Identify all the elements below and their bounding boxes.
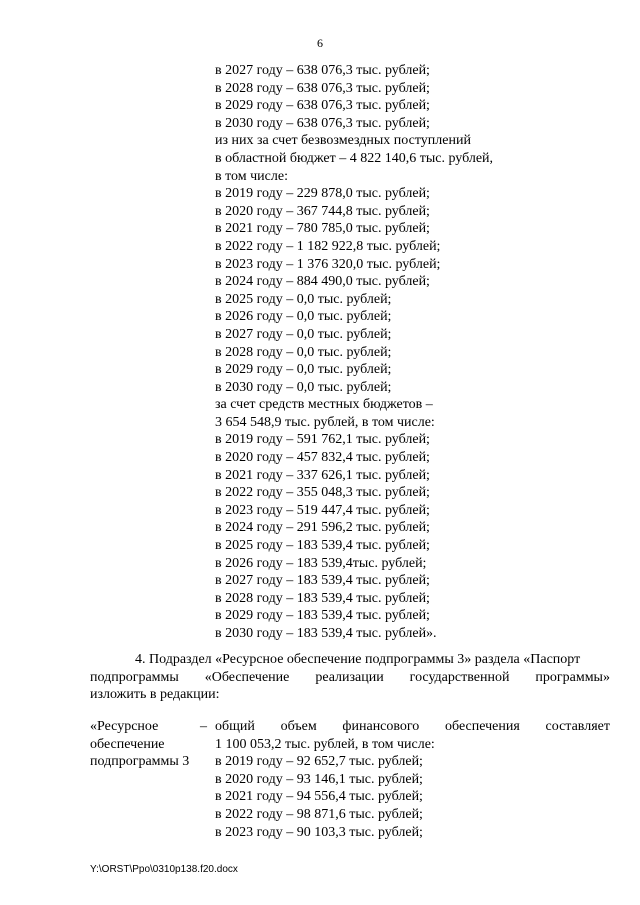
paragraph-word: подпрограммы	[90, 669, 179, 685]
list-line: в 2019 году – 229 878,0 тыс. рублей;	[215, 186, 430, 202]
list-line: в 2024 году – 884 490,0 тыс. рублей;	[215, 274, 430, 290]
list-line: 3 654 548,9 тыс. рублей, в том числе:	[215, 414, 435, 430]
amendment-paragraph	[90, 651, 610, 704]
resource-word: общий	[215, 719, 255, 734]
resource-label-line: подпрограммы 3	[90, 754, 190, 770]
financing-continued-list	[215, 62, 493, 643]
paragraph-line-justified	[90, 669, 610, 687]
resource-line: 1 100 053,2 тыс. рублей, в том числе:	[215, 736, 435, 752]
list-line: в 2027 году – 183 539,4 тыс. рублей;	[215, 573, 430, 589]
list-line: в областной бюджет – 4 822 140,6 тыс. рублей,	[215, 150, 494, 166]
list-line: в 2028 году – 638 076,3 тыс. рублей;	[215, 80, 430, 96]
resource-line: в 2019 году – 92 652,7 тыс. рублей;	[215, 754, 423, 770]
list-line: в 2023 году – 519 447,4 тыс. рублей;	[215, 502, 430, 518]
list-line: в 2022 году – 355 048,3 тыс. рублей;	[215, 485, 430, 501]
list-line: в 2029 году – 183 539,4 тыс. рублей;	[215, 608, 430, 624]
resource-word: обеспечения	[445, 719, 520, 734]
list-line: в 2019 году – 591 762,1 тыс. рублей;	[215, 432, 430, 448]
file-path-footer: Y:\ORST\Ppo\0310p138.f20.docx	[90, 864, 238, 875]
resource-first-line	[215, 718, 610, 736]
paragraph-line: изложить в редакции:	[90, 687, 220, 703]
list-line: в 2023 году – 1 376 320,0 тыс. рублей;	[215, 256, 441, 272]
paragraph-line: 4. Подраздел «Ресурсное обеспечение подпрограммы 3» раздела «Паспорт	[135, 652, 581, 667]
page-number: 6	[317, 36, 323, 50]
resource-body	[215, 718, 610, 841]
list-line: в 2020 году – 367 744,8 тыс. рублей;	[215, 203, 430, 219]
resource-dash: –	[200, 719, 207, 734]
list-line: за счет средств местных бюджетов –	[215, 397, 433, 413]
list-line: в 2024 году – 291 596,2 тыс. рублей;	[215, 520, 430, 536]
list-line: в 2026 году – 183 539,4тыс. рублей;	[215, 555, 427, 571]
list-line: из них за счет безвозмездных поступлений	[215, 133, 471, 149]
list-line: в 2028 году – 183 539,4 тыс. рублей;	[215, 590, 430, 606]
paragraph-word: «Обеспечение	[204, 669, 290, 685]
paragraph-word: государственной	[409, 669, 510, 685]
resource-word: финансового	[342, 719, 420, 734]
list-line: в 2029 году – 0,0 тыс. рублей;	[215, 362, 392, 378]
list-line: в 2029 году – 638 076,3 тыс. рублей;	[215, 98, 430, 114]
list-line: в 2022 году – 1 182 922,8 тыс. рублей;	[215, 238, 441, 254]
list-line: в 2021 году – 780 785,0 тыс. рублей;	[215, 221, 430, 237]
resource-word: составляет	[545, 719, 610, 734]
list-line: в 2027 году – 638 076,3 тыс. рублей;	[215, 63, 430, 78]
list-line: в 2030 году – 0,0 тыс. рублей;	[215, 379, 392, 395]
resource-label-line: «Ресурсное	[90, 719, 159, 734]
list-line: в 2025 году – 0,0 тыс. рублей;	[215, 291, 392, 307]
resource-line: в 2021 году – 94 556,4 тыс. рублей;	[215, 789, 423, 805]
resource-label-line: обеспечение	[90, 736, 165, 752]
list-line: в том числе:	[215, 168, 288, 184]
list-line: в 2021 году – 337 626,1 тыс. рублей;	[215, 467, 430, 483]
list-line: в 2020 году – 457 832,4 тыс. рублей;	[215, 450, 430, 466]
resource-line: в 2020 году – 93 146,1 тыс. рублей;	[215, 771, 423, 787]
resource-line: в 2022 году – 98 871,6 тыс. рублей;	[215, 806, 423, 822]
list-line: в 2027 году – 0,0 тыс. рублей;	[215, 326, 392, 342]
paragraph-word: программы»	[535, 669, 610, 685]
list-line: в 2026 году – 0,0 тыс. рублей;	[215, 309, 392, 325]
resource-line: в 2023 году – 90 103,3 тыс. рублей;	[215, 824, 423, 840]
list-line: в 2028 году – 0,0 тыс. рублей;	[215, 344, 392, 360]
paragraph-word: реализации	[315, 669, 384, 685]
resource-word: объем	[280, 719, 317, 734]
resource-label	[90, 718, 205, 771]
list-line: в 2025 году – 183 539,4 тыс. рублей;	[215, 538, 430, 554]
list-line: в 2030 году – 638 076,3 тыс. рублей;	[215, 115, 430, 131]
list-line: в 2030 году – 183 539,4 тыс. рублей».	[215, 626, 437, 641]
